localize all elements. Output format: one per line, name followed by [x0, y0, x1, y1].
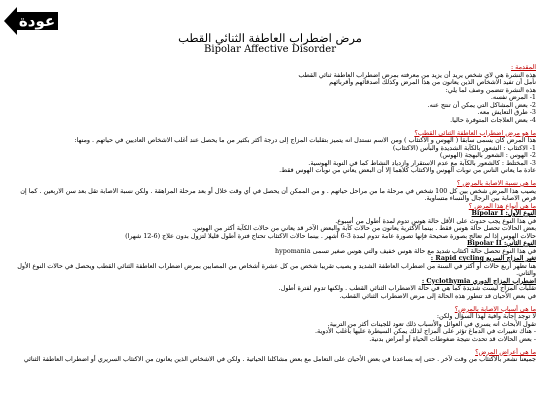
text-line: 3- طرق التعايش معه. [477, 108, 536, 116]
text-line: - بعض الحالات قد تحدث نتيجة ضغوطات الحياة أو أمراض بدنية. [369, 334, 536, 343]
text-line: بعض الحالات تحصل حالة هوس فقط . بينما الأكثرية يعانون من حالات كآبة والبعض الآخر قد يعاني من حالات الكآبة أكثر من الهوس. [192, 224, 536, 232]
back-button[interactable] [4, 7, 58, 35]
intro-heading: المقدمة : [510, 64, 536, 71]
prevalence-heading: ما هي نسبة الاصابة بالمرض ؟ [456, 179, 536, 187]
page-title-arabic: مرض اضطراب العاطفة الثنائي القطب [178, 31, 362, 45]
types-heading: ما هي أنواع هذا المرض ؟ [468, 201, 536, 210]
text-line: تقول الأبحاث انه يسري في العوائل والأسباب ذلك تعود للجينات أكثر من التربية. [327, 319, 536, 328]
text-line: في بعض الأحيان قد تتطور هذه الحالة إلى مرض الاضطراب الثنائي القطب. [339, 291, 536, 300]
text-line: هذا المرض كان يسمى سابقا ( الهوس و الاكتئاب ) ومن الاسم نستدل انه يتميز بتقلبات المزاج إلى درجة أكثر بكثير من ما يحصل عند أغلب الاشخاص العاديين في حياتهم . ومنها: [74, 136, 536, 144]
text-line: 1- المرض نفسه. [490, 93, 536, 101]
rapid-cycling-label: تغير المزاج السريع Rapid cycling : [430, 254, 536, 262]
article-body [4, 64, 536, 405]
text-line: 2- الهوس : الشعور بالبهجة (الهوس) [439, 151, 536, 159]
text-line: نأمل أن تفيد الاشخاص الذين يعانون من هذا المرض وكذلك أصدقائهم وأقربائهم [329, 78, 536, 86]
text-line: 4- بعض العلاجات المتوفرة حاليا. [450, 115, 536, 124]
causes-lines [4, 313, 536, 343]
intro-lines [4, 72, 536, 125]
text-line: في هذا النوع تحصل حالة اكتئاب شديد مع حالة هوس خفيف والتي هوس صغير تسمى hypomania [275, 246, 536, 255]
what-is-heading: ما هو مرض اضطراب العاطفة الثنائي القطب؟ [414, 128, 536, 137]
rapid-cycling-lines [4, 263, 536, 278]
symptoms-heading: ما هي أعراض المرض؟ [475, 347, 536, 356]
cyclothymia-label: اضطراب المزاج الدوري Cyclothymia : [421, 276, 536, 285]
text-line: هذه النشرة هي لاي شخص يريد أن يزيد من معرفته بمرض اضطراب العاطفة ثنائي القطب [298, 70, 536, 79]
symptoms-lines [4, 356, 536, 364]
text-line: - هناك تغييرات في الدماغ تؤثر على المزاج لذلك يمكن السيطرة عليها بأغلب الأدوية. [314, 327, 536, 335]
text-line: 1- الاكتئاب : الشعور بالكآبة الشديدة والبأس (الاكتئاب) [392, 143, 536, 152]
what-is-lines [4, 137, 536, 175]
type1-label: النوع الأول: Bipolar I [471, 209, 536, 217]
text-line: تقلبات المزاج ليست شديدة كما هي في حالة الاضطراب الثنائي القطب . ولكنها تدوم لفترة أطول. [278, 284, 536, 292]
back-button-label: عودة [18, 12, 56, 30]
text-line: هذه النشرة تتضمن وصف لما يلي: [445, 85, 536, 94]
cyclothymia-lines [4, 285, 536, 300]
text-line: عادة ما يعاني الناس من نوبات الهوس والاكتئاب كلاهما إلا أن البعض يعاني من نوبات الهوس فقط. [279, 166, 536, 174]
type1-lines [4, 218, 536, 241]
prevalence-lines [4, 188, 536, 203]
type2-label: النوع الثاني: Bipolar II [467, 239, 536, 247]
text-line: هنا تظهر أربع حالات أو أكثر في السنة من اضطراب العاطفة الشديد و يصيب تقريبا شخص من كل عشرة أشخاص من المصابين بمرض اضطراب العاطفة الثنائي القطب ويحصل في حالات النوع الأول والثاني. [17, 261, 536, 277]
text-line: جميعنا نشعر بالاكتئاب من وقت لآخر . حتى إنه يساعدنا في بعض الأحيان على التعامل مع بعض مشاكلنا الحياتية . ولكن في الاشخاص الذين يعانون من الاكتئاب السريري أو اضطراب العاطفة الثنائي [23, 355, 536, 363]
text-line: في هذا النوع يجب حدوث على الأقل حالة هوس تدوم لمدة أطول من أسبوع. [335, 216, 536, 225]
text-line: 3- المختلط : كالشعور بالكآبة مع عدم الاستقرار وازدياد النشاط كما في النوبة الهوسية. [308, 158, 536, 167]
text-line: لا توجد إجابة وافية لهذا السؤال ولكن: [436, 312, 536, 320]
page-title-english: Bipolar Affective Disorder [204, 44, 336, 55]
text-line: 2- بعض المشاكل التي يمكن أن تنتج عنه. [427, 100, 536, 109]
text-line: يصيب هذا المرض شخص بين كل 100 شخص في مرحلة ما من مراحل حياتهم . و من الممكن أن يحصل في أي وقت خلال أو بعد مرحلة المراهقة . ولكن نسبة الاصابة تقل بعد سن الاربعين . كما إن فرص الاصابة بين الرجال والنساء متساوية. [20, 186, 536, 202]
causes-heading: ما هي أسباب الاصابة بالمرض؟ [454, 304, 536, 313]
text-line: حالات الهوس إذا لم تعالج بصورة صحيحة فإنها تصورة عامة تدوم لمدة 3-6 أشهر . بينما حالات الاكتئاب تحتاج فترة أطول قليلا لتزول بدون علاج (6-12 شهرا) [125, 231, 536, 240]
